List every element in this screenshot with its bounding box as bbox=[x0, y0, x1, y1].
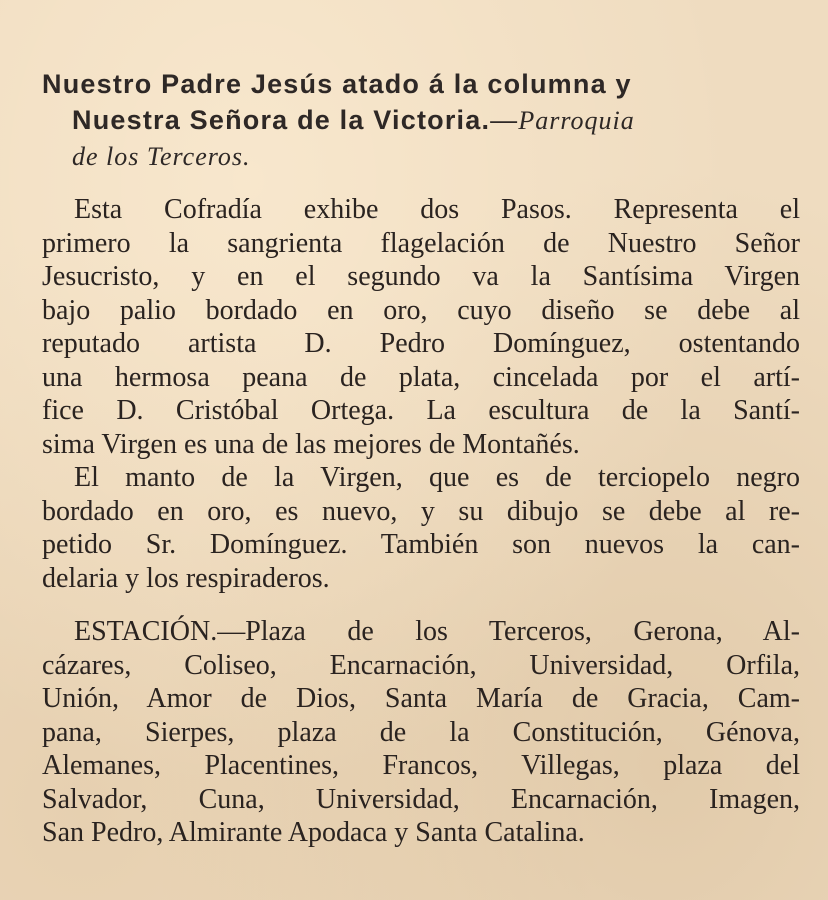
heading-title-end: Nuestra Señora de la Victoria. bbox=[72, 105, 491, 135]
heading-line-1: Nuestro Padre Jesús atado á la columna y bbox=[42, 69, 632, 99]
text-line: Esta Cofradía exhibe dos Pasos. Representa el bbox=[74, 194, 800, 225]
heading-parish: Parroquia bbox=[518, 106, 635, 135]
text-line: delaria y los respiraderos. bbox=[42, 562, 330, 594]
heading-dash: — bbox=[490, 105, 519, 135]
text-line: bordado en oro, es nuevo, y su dibujo se debe al re- bbox=[42, 495, 800, 527]
text-line: Unión, Amor de Dios, Santa María de Gracia, Cam- bbox=[42, 683, 800, 714]
text-line: sima Virgen es una de las mejores de Montañés. bbox=[42, 428, 580, 460]
text-line: una hermosa peana de plata, cincelada por el artí- bbox=[42, 361, 800, 393]
text-line: El manto de la Virgen, que es de terciopelo negro bbox=[74, 462, 800, 493]
text-line: primero la sangrienta flagelación de Nuestro Señor bbox=[42, 227, 800, 259]
heading-parish-cont: de los Terceros. bbox=[72, 142, 251, 171]
text-line: cázares, Coliseo, Encarnación, Universidad, Orfila, bbox=[42, 649, 800, 681]
paragraph-description bbox=[42, 193, 800, 461]
text-line: petido Sr. Domínguez. También son nuevos la can- bbox=[42, 529, 800, 560]
text-line: Alemanes, Placentines, Francos, Villegas, plaza del bbox=[42, 750, 800, 781]
text-line: reputado artista D. Pedro Domínguez, ostentando bbox=[42, 328, 800, 359]
section-heading bbox=[42, 66, 800, 175]
text-line: bajo palio bordado en oro, cuyo diseño se debe al bbox=[42, 294, 800, 326]
text-line: Salvador, Cuna, Universidad, Encarnación, Imagen, bbox=[42, 783, 800, 815]
body-text bbox=[42, 193, 800, 850]
text-line: San Pedro, Almirante Apodaca y Santa Catalina. bbox=[42, 817, 585, 848]
text-line: ESTACIÓN.—Plaza de los Terceros, Gerona, Al- bbox=[74, 616, 800, 647]
text-line: pana, Sierpes, plaza de la Constitución, Génova, bbox=[42, 716, 800, 748]
text-line: Jesucristo, y en el segundo va la Santísima Virgen bbox=[42, 261, 800, 292]
paragraph-manto bbox=[42, 461, 800, 595]
paragraph-estacion bbox=[42, 615, 800, 850]
text-line: fice D. Cristóbal Ortega. La escultura de la Santí- bbox=[42, 395, 800, 426]
heading-line-2 bbox=[42, 102, 800, 139]
